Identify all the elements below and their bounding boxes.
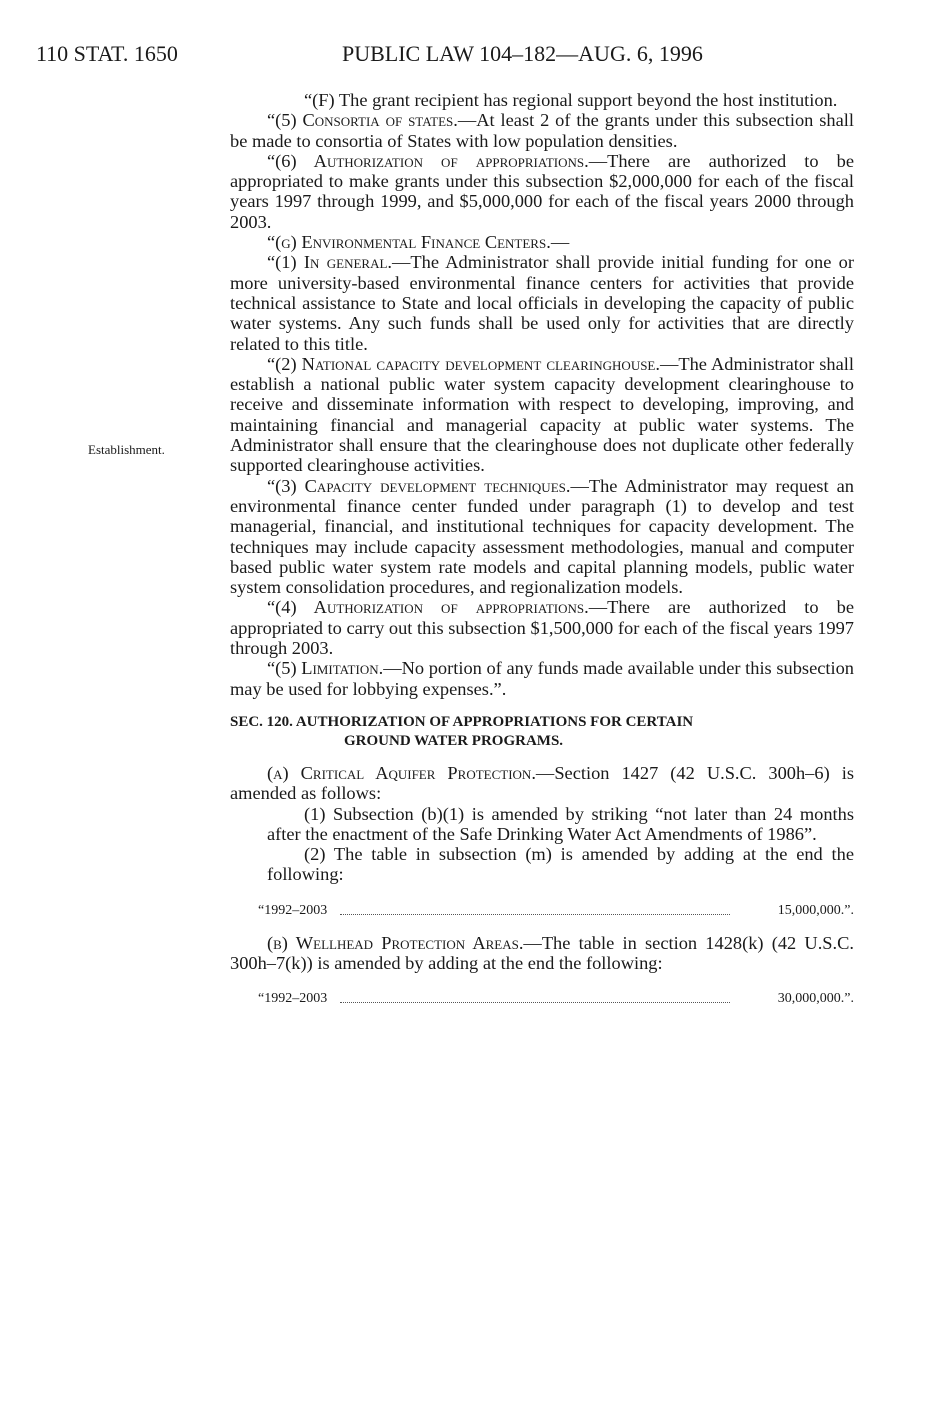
dot-leader (340, 914, 730, 915)
table-row-1-amount: 15,000,000.”. (777, 902, 854, 918)
margin-note: Establishment. (88, 442, 165, 457)
paragraph-g4-heading: “(4) Authorization of appropriations. (267, 597, 589, 618)
paragraph-f: “(F) The grant recipient has regional support beyond the host institution. (304, 90, 838, 110)
section-heading (230, 713, 854, 751)
stat-page-number: 110 STAT. 1650 (36, 41, 178, 66)
paragraph-g2-text: —The Administrator shall establish a national public water system capacity development clearinghouse to receive and disseminate information with respect to developing, improving, and maintaining financial and managerial capacity at public water systems. The Administrator shall ensure that the clearinghouse does not duplicate other federally supported clearinghouse activities. (230, 353, 854, 476)
table-row-1 (230, 899, 854, 923)
paragraph-g4-text: —There are authorized to be appropriated to carry out this subsection $1,500,000 for each of the fiscal years 1997 through 2003. (230, 597, 854, 659)
paragraph-6-text: —There are authorized to be appropriated to make grants under this subsection $2,000,000 for each of the fiscal years 1997 through 1999, and $5,000,000 for each of the fiscal years 2000 through 2003. (230, 150, 854, 232)
paragraph-g3-text: —The Administrator may request an environmental finance center funded under paragraph (1) to develop and test managerial, financial, and institutional techniques for capacity development. The techniques may include capacity assessment methodologies, manual and computer based public water system rate models and capital planning models, public water system consolidation procedures, and regionalization models. (230, 475, 854, 598)
paragraph-5-text: —At least 2 of the grants under this subsection shall be made to consortia of States with low population densities. (230, 110, 854, 151)
subsection-b-heading: (b) Wellhead Protection Areas. (267, 932, 524, 953)
paragraph-g2-heading: “(2) National capacity development clearinghouse. (267, 353, 660, 374)
paragraph-g2 (230, 354, 854, 476)
paragraph-g5-text: —No portion of any funds made available under this subsection may be used for lobbying expenses.”. (230, 658, 854, 699)
dot-leader (340, 1002, 730, 1003)
subsection-a-item-2: (2) The table in subsection (m) is amended by adding at the end the following: (267, 844, 854, 885)
subsection-g-heading (230, 232, 854, 252)
subsection-a-text: —Section 1427 (42 U.S.C. 300h–6) is amended as follows: (230, 762, 854, 804)
subsection-a (230, 763, 854, 804)
subsection-b (230, 933, 854, 974)
paragraph-g3 (230, 476, 854, 598)
subsection-g-title: “(g) Environmental Finance Centers. (267, 232, 551, 253)
paragraph-g4 (230, 597, 854, 658)
running-header (36, 40, 906, 68)
subsection-a-item-1: (1) Subsection (b)(1) is amended by striking “not later than 24 months after the enactment of the Safe Drinking Water Act Amendments of 1986”. (267, 803, 854, 844)
section-heading-line2: GROUND WATER PROGRAMS. (344, 732, 564, 749)
paragraph-g1 (230, 252, 854, 353)
table-row-2 (230, 987, 854, 1011)
subsection-a-heading: (a) Critical Aquifer Protection. (267, 762, 536, 783)
paragraph-5-heading: “(5) Consortia of states. (267, 110, 458, 131)
public-law-citation: PUBLIC LAW 104–182—AUG. 6, 1996 (342, 41, 703, 66)
section-heading-line1: SEC. 120. AUTHORIZATION OF APPROPRIATIONS FOR CERTAIN (230, 713, 694, 730)
table-row-2-years: “1992–2003 (258, 987, 331, 1011)
table-row-2-amount: 30,000,000.”. (777, 991, 854, 1007)
paragraph-g5-heading: “(5) Limitation. (267, 658, 384, 679)
paragraph-g1-text: —The Administrator shall provide initial funding for one or more university-based environmental finance centers for activities that provide technical assistance to State and local officials in developing the capacity of public water systems. Any such funds shall be used only for activities that are directly related to this title. (230, 252, 854, 354)
paragraph-6-heading: “(6) Authorization of appropriations. (267, 150, 589, 171)
paragraph-g5 (230, 658, 854, 699)
paragraph-g3-heading: “(3) Capacity development techniques. (267, 475, 571, 496)
subsection-g-dash: — (550, 232, 570, 253)
paragraph-5 (230, 110, 854, 151)
paragraph-g1-heading: “(1) In general. (267, 252, 392, 273)
document-body (230, 90, 854, 1021)
subsection-b-text: —The table in section 1428(k) (42 U.S.C. 300h–7(k)) is amended by adding at the end the following: (230, 932, 854, 973)
table-row-1-years: “1992–2003 (258, 899, 331, 923)
paragraph-6 (230, 151, 854, 232)
